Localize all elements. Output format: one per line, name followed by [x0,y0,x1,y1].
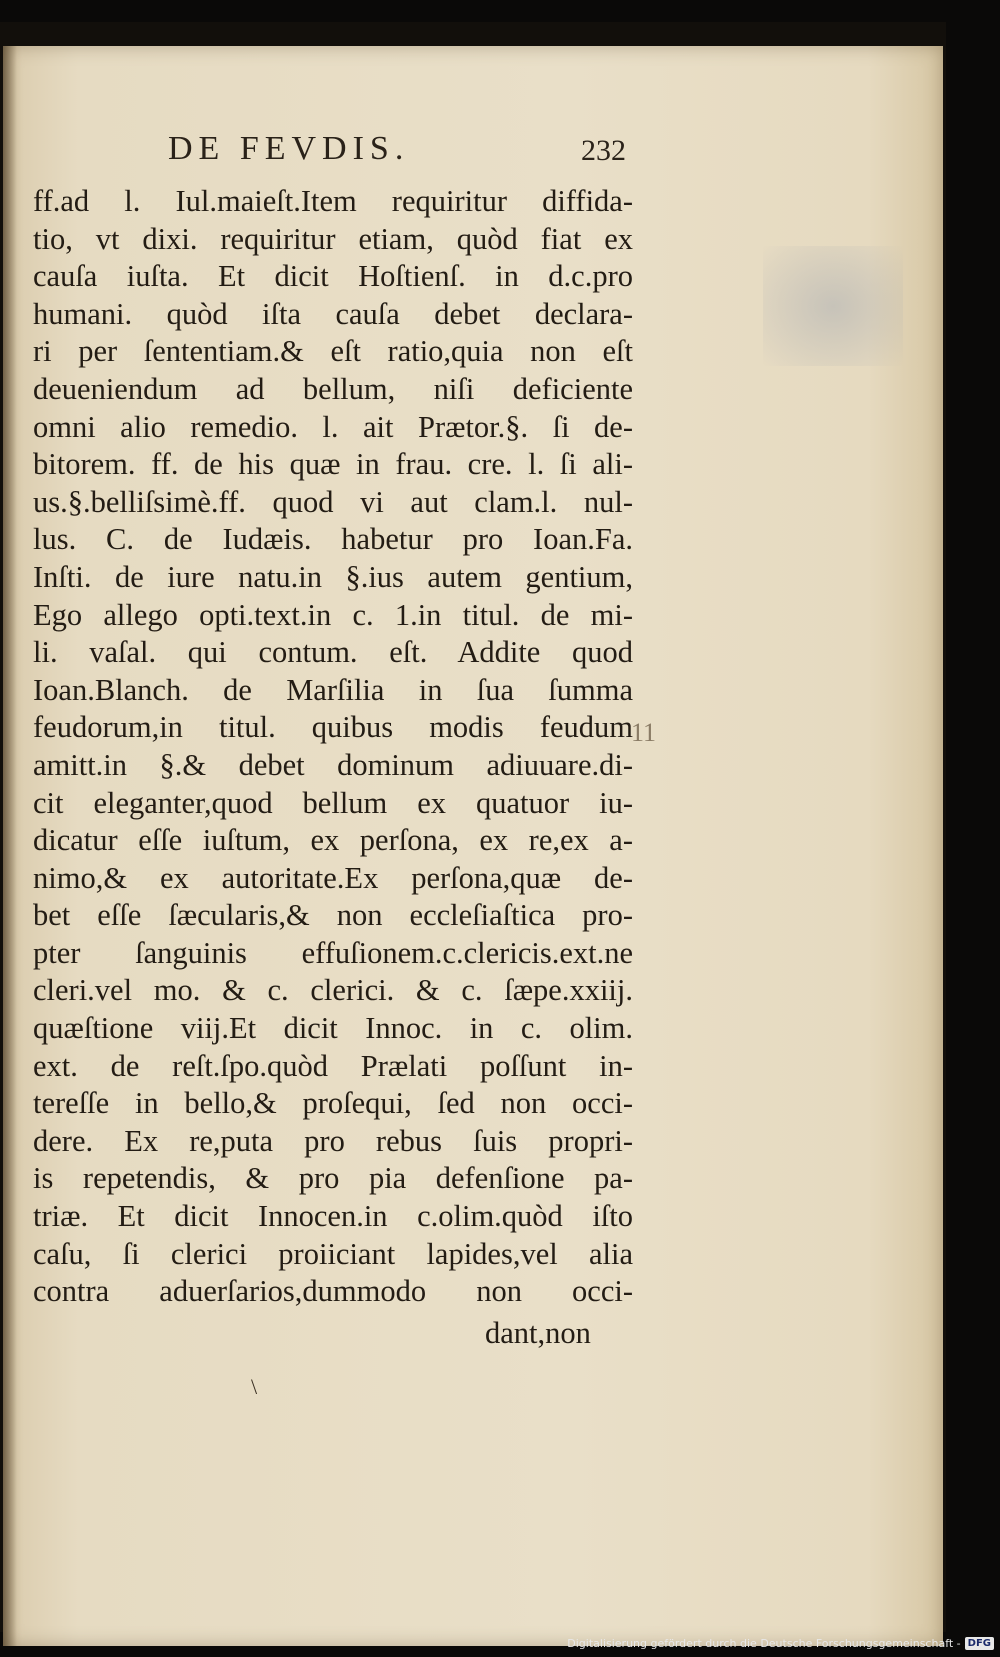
text-line: Ego allego opti.text.in c. 1.in titul. de mi- [33,597,633,632]
text-line: nimo,& ex autoritate.Ex perſona,quæ de- [33,860,633,895]
text-line: tereſſe in bello,& proſequi, ſed non occi- [33,1086,633,1121]
gutter-shadow [3,46,17,1646]
running-title: DE FEVDIS. [168,130,410,167]
text-line: dere. Ex re,puta pro rebus ſuis propri- [33,1123,633,1158]
text-line: pter ſanguinis effuſionem.c.clericis.ext.ne [33,935,633,970]
text-line: cleri.vel mo. & c. clerici. & c. ſæpe.xxiij. [33,973,633,1008]
digitization-credit [567,1633,994,1653]
dfg-logo: DFG [965,1637,994,1650]
page-number: 232 [581,134,626,167]
text-line: feudorum,in titul. quibus modis feudum [33,710,633,745]
scan-frame [0,22,946,1632]
text-line: omni alio remedio. l. ait Prætor.§. ſi de- [33,409,633,444]
body-text [33,183,633,1311]
book-page [3,46,943,1646]
text-line: amitt.in §.& debet dominum adiuuare.di- [33,747,633,782]
text-line: humani. quòd iſta cauſa debet declara- [33,296,633,331]
text-line: is repetendis, & pro pia defenſione pa- [33,1161,633,1196]
text-line: bitorem. ff. de his quæ in frau. cre. l. ſi ali- [33,447,633,482]
running-header [3,130,943,180]
text-line: Inſti. de iure natu.in §.ius autem gentium, [33,559,633,594]
text-line: quæſtione viij.Et dicit Innoc. in c. olim. [33,1011,633,1046]
text-line: tio, vt dixi. requiritur etiam, quòd fiat ex [33,221,633,256]
stray-ink-mark: \ [251,1374,258,1399]
text-line: caſu, ſi clerici proiiciant lapides,vel alia [33,1236,633,1271]
text-line: bet eſſe ſæcularis,& non eccleſiaſtica pro- [33,898,633,933]
ink-bleed-smudge [763,246,903,366]
text-line: ff.ad l. Iul.maieſt.Item requiritur diffida- [33,184,633,218]
text-line: cauſa iuſta. Et dicit Hoſtienſ. in d.c.pro [33,259,633,294]
text-line: Ioan.Blanch. de Marſilia in ſua ſumma [33,672,633,707]
text-line: li. vaſal. qui contum. eſt. Addite quod [33,635,633,670]
credit-text: Digitalisierung gefördert durch die Deutsche Forschungsgemeinschaft - [567,1636,961,1650]
text-line: deueniendum ad bellum, niſi deficiente [33,371,633,406]
text-line: ext. de reſt.ſpo.quòd Prælati poſſunt in- [33,1048,633,1083]
text-line: ri per ſententiam.& eſt ratio,quia non eſt [33,334,633,369]
text-line: us.§.belliſsimè.ff. quod vi aut clam.l. nul- [33,484,633,519]
text-line: dicatur eſſe iuſtum, ex perſona, ex re,ex a- [33,823,633,858]
text-line: contra aduerſarios,dummodo non occi- [33,1274,633,1309]
text-line: lus. C. de Iudæis. habetur pro Ioan.Fa. [33,522,633,557]
catchword: dant,non [485,1316,591,1350]
margin-mark: 11 [631,718,657,747]
text-line: cit eleganter,quod bellum ex quatuor iu- [33,785,633,820]
text-line: triæ. Et dicit Innocen.in c.olim.quòd iſto [33,1199,633,1234]
